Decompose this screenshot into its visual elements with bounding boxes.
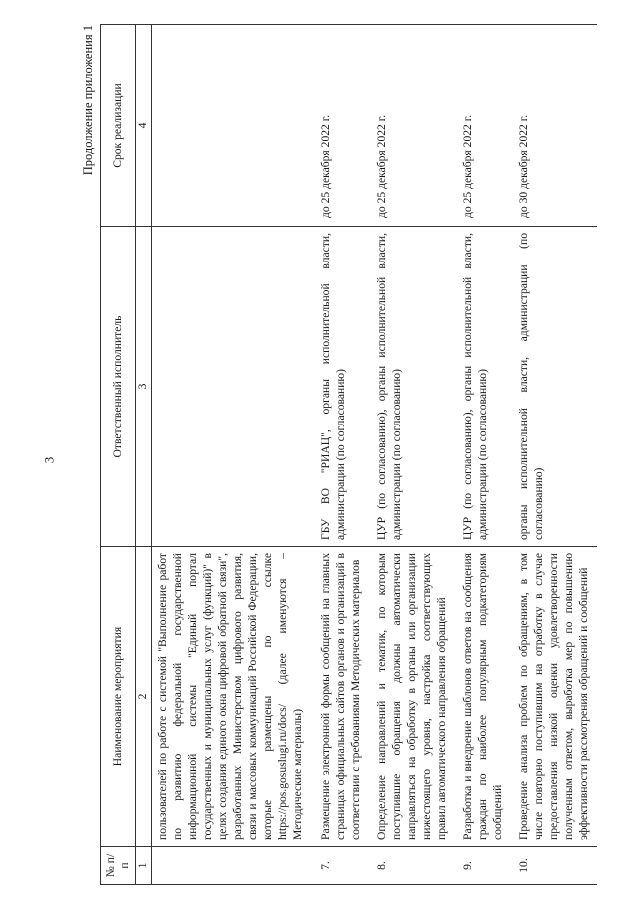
row-deadline: до 30 декабря 2022 г. [511,25,597,227]
row-num: 8. [369,847,455,885]
row-deadline: до 25 декабря 2022 г. [369,25,455,227]
row-executor-empty [152,227,314,547]
row-name: пользователей по работе с системой "Выполнение работ по развитию федеральной государственной информационной системы "Единый портал государственных и муниципальных услуг (функций)" в целях создания единого окна цифровой обратной связи", разработанных Министерством цифрового развития, связи и массовых коммуникаций Российской Федерации, которые размещены по ссылке https://pos.gosuslugi.ru/docs/ (далее именуются – Методические материалы) [152,547,314,847]
row-executor: органы исполнительной власти, администрации (по согласованию) [511,227,597,547]
table-row-continuation [152,25,314,885]
table-row [511,25,597,885]
header-name: Наименование мероприятия [101,547,136,847]
row-executor: ЦУР (по согласованию), органы исполнительной власти, администрации (по согласованию) [455,227,511,547]
row-deadline-empty [152,25,314,227]
table-header-row [101,25,136,885]
rotated-landscape-content [80,25,590,885]
header-num: № п/п [101,847,136,885]
row-deadline: до 25 декабря 2022 г. [313,25,369,227]
row-num-empty [152,847,314,885]
column-number-row [136,25,152,885]
table-row [455,25,511,885]
row-num: 7. [313,847,369,885]
action-plan-table [100,24,597,885]
column-number: 4 [136,25,152,227]
row-executor: ГБУ ВО "РИАЦ", органы исполнительной власти, администрации (по согласованию) [313,227,369,547]
row-name: Проведение анализа проблем по обращениям, в том числе повторно поступившим на отработку в случае предоставления низкой оценки удовлетворенности полученным ответом, выработка мер по повышению эффективности рассмотрения обращений и сообщений [511,547,597,847]
header-executor: Ответственный исполнитель [101,227,136,547]
row-num: 9. [455,847,511,885]
row-name: Определение направлений и тематик, по которым поступившие обращения должны автоматически направляться на обработку в органы или организации нижестоящего уровня, настройка соответствующих правил автоматического направления обращений [369,547,455,847]
table-row [369,25,455,885]
column-number: 1 [136,847,152,885]
row-deadline: до 25 декабря 2022 г. [455,25,511,227]
page-number: 3 [41,456,57,464]
row-name: Размещение электронной формы сообщений на главных страницах официальных сайтов органов и организаций в соответствии с требованиями Методических материалов [313,547,369,847]
row-executor: ЦУР (по согласованию), органы исполнительной власти, администрации (по согласованию) [369,227,455,547]
table-row [313,25,369,885]
header-deadline: Срок реализации [101,25,136,227]
row-name: Разработка и внедрение шаблонов ответов на сообщения граждан по наиболее популярным подкатегориям сообщений [455,547,511,847]
continuation-label: Продолжение приложения 1 [81,25,95,176]
row-num: 10. [511,847,597,885]
column-number: 2 [136,547,152,847]
column-number: 3 [136,227,152,547]
